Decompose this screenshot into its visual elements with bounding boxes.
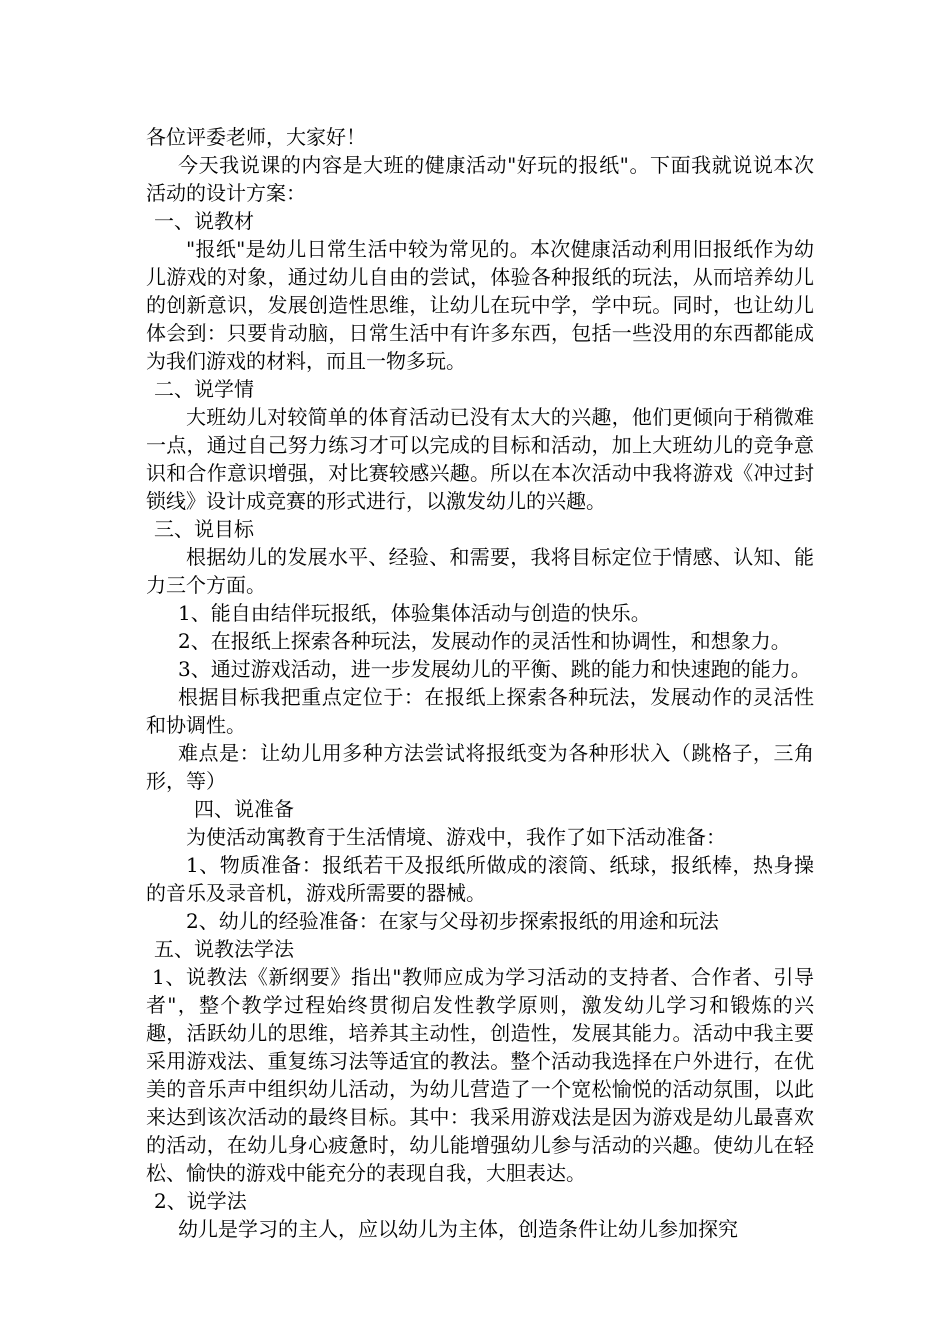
key-point-paragraph: 根据目标我把重点定位于：在报纸上探索各种玩法，发展动作的灵活性和协调性。 bbox=[146, 685, 814, 737]
learners-paragraph: 大班幼儿对较简单的体育活动已没有太大的兴趣，他们更倾向于稍微难一点，通过自己努力练习才可以完成的目标和活动，加上大班幼儿的竞争意识和合作意识增强，对比赛较感兴趣。所以在本次活动中我将游戏《冲过封锁线》设计成竞赛的形式进行，以激发幼儿的兴趣。 bbox=[146, 405, 814, 513]
goals-paragraph: 根据幼儿的发展水平、经验、和需要，我将目标定位于情感、认知、能力三个方面。 bbox=[146, 545, 814, 597]
section-heading-learners: 二、说学情 bbox=[154, 377, 254, 401]
greeting: 各位评委老师，大家好！ bbox=[146, 125, 366, 149]
subheading-learning-method: 2、说学法 bbox=[154, 1189, 247, 1213]
teaching-method-paragraph: 1、说教法《新纲要》指出"教师应成为学习活动的支持者、合作者、引导者"，整个教学过程始终贯彻启发性教学原则，激发幼儿学习和锻炼的兴趣，活跃幼儿的思维，培养其主动性，创造性，发展其能力。活动中我主要采用游戏法、重复练习法等适宜的教法。整个活动我选择在户外进行，在优美的音乐声中组织幼儿活动，为幼儿营造了一个宽松愉悦的活动氛围，以此来达到该次活动的最终目标。其中：我采用游戏法是因为游戏是幼儿最喜欢的活动，在幼儿身心疲惫时，幼儿能增强幼儿参与活动的兴趣。使幼儿在轻松、愉快的游戏中能充分的表现自我，大胆表达。 bbox=[146, 965, 814, 1185]
difficulty-paragraph: 难点是：让幼儿用多种方法尝试将报纸变为各种形状入（跳格子，三角形，等） bbox=[146, 741, 814, 793]
preparation-item-2: 2、幼儿的经验准备：在家与父母初步探索报纸的用途和玩法 bbox=[186, 909, 719, 933]
goal-item-1: 1、能自由结伴玩报纸，体验集体活动与创造的快乐。 bbox=[178, 601, 651, 625]
preparation-item-1: 1、物质准备：报纸若干及报纸所做成的滚筒、纸球，报纸棒，热身操的音乐及录音机，游戏所需要的器械。 bbox=[146, 853, 814, 905]
intro-paragraph: 今天我说课的内容是大班的健康活动"好玩的报纸"。下面我就说说本次活动的设计方案： bbox=[146, 153, 814, 205]
goal-item-2: 2、在报纸上探索各种玩法，发展动作的灵活性和协调性，和想象力。 bbox=[178, 629, 791, 653]
goal-item-3: 3、通过游戏活动，进一步发展幼儿的平衡、跳的能力和快速跑的能力。 bbox=[178, 657, 811, 681]
materials-paragraph: "报纸"是幼儿日常生活中较为常见的。本次健康活动利用旧报纸作为幼儿游戏的对象，通过幼儿自由的尝试，体验各种报纸的玩法，从而培养幼儿的创新意识，发展创造性思维，让幼儿在玩中学，学中玩。同时，也让幼儿体会到：只要肯动脑，日常生活中有许多东西，包括一些没用的东西都能成为我们游戏的材料，而且一物多玩。 bbox=[146, 237, 814, 373]
preparation-paragraph: 为使活动寓教育于生活情境、游戏中，我作了如下活动准备： bbox=[186, 825, 726, 849]
section-heading-goals: 三、说目标 bbox=[154, 517, 254, 541]
section-heading-materials: 一、说教材 bbox=[154, 209, 254, 233]
learning-method-paragraph: 幼儿是学习的主人，应以幼儿为主体，创造条件让幼儿参加探究 bbox=[178, 1217, 738, 1241]
section-heading-methods: 五、说教法学法 bbox=[154, 937, 294, 961]
section-heading-preparation: 四、说准备 bbox=[194, 797, 294, 821]
document-body bbox=[146, 123, 814, 1243]
